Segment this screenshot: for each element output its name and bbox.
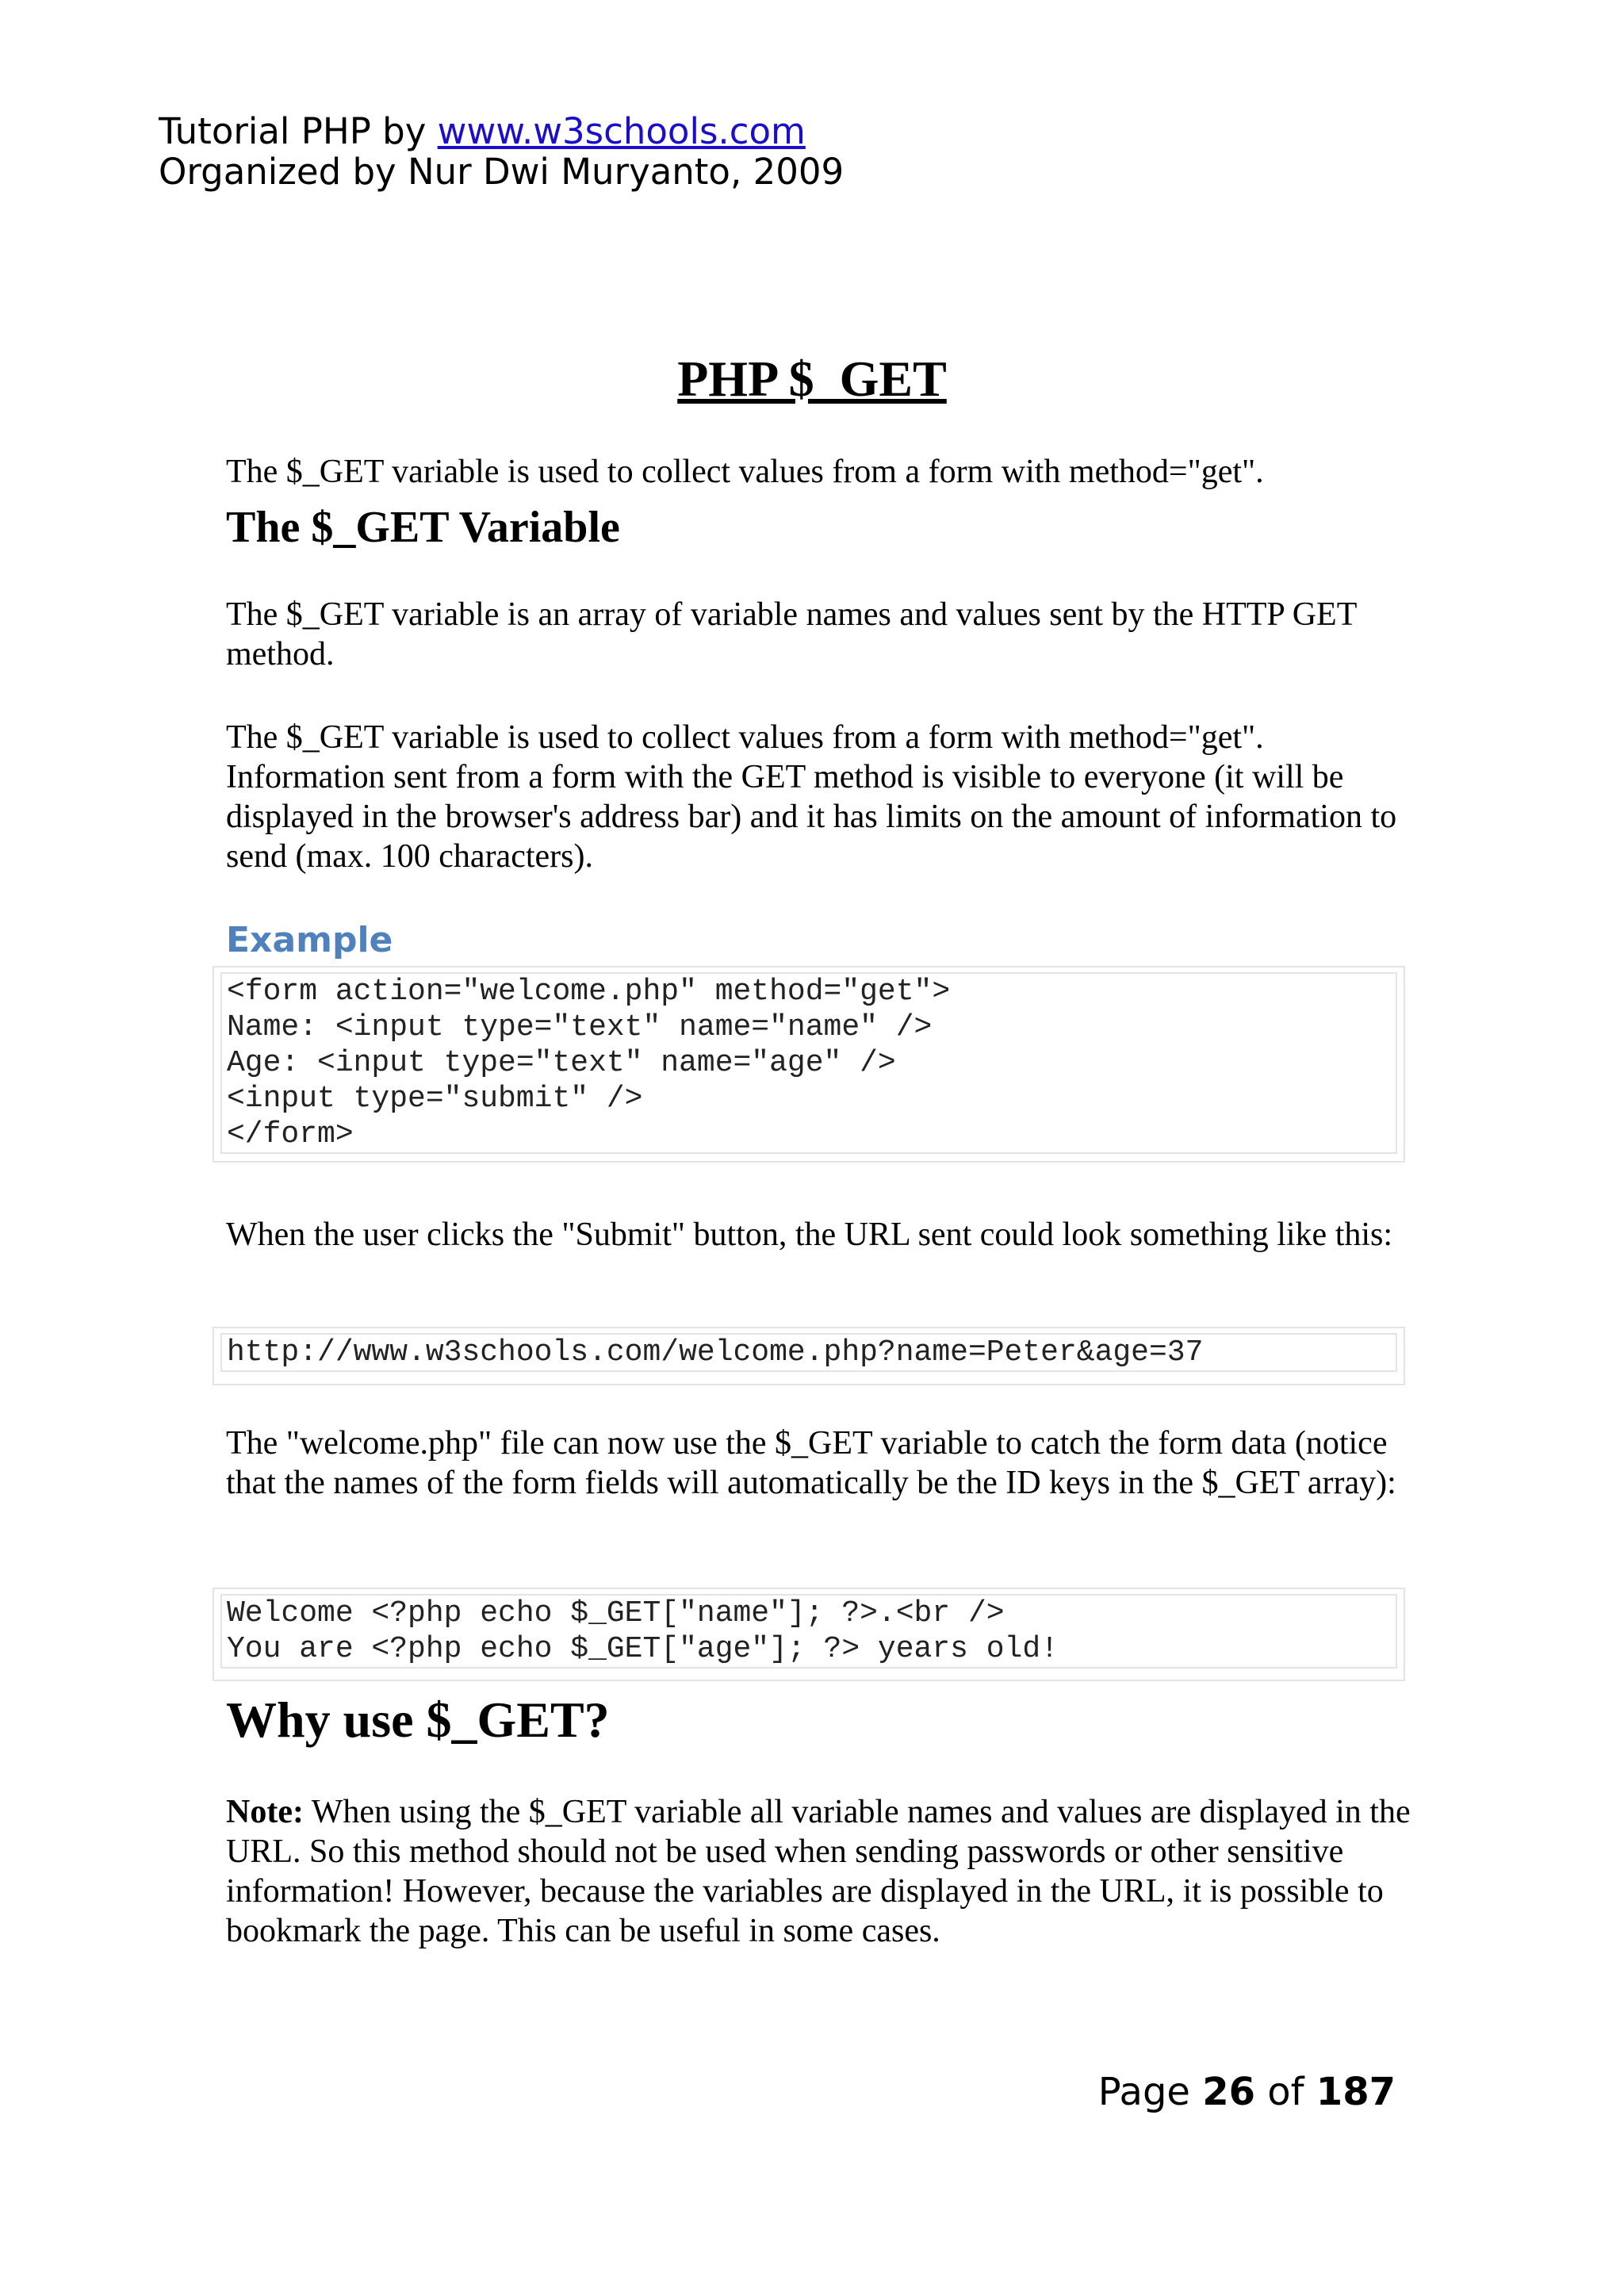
code-line: You are <?php echo $_GET["age"]; ?> years old! [227,1632,1059,1666]
paragraph-note [226,1792,1415,1951]
code-block-url [213,1327,1405,1385]
page-footer [1047,2070,1396,2114]
page-number: 26 [1202,2070,1256,2114]
paragraph-welcome-php: The "welcome.php" file can now use the $_GET variable to catch the form data (notice that the names of the form fields will automatically be the ID keys in the $_GET array): [226,1425,1396,1501]
of-word: of [1255,2070,1316,2114]
code-block-welcome [213,1588,1405,1681]
note-label: Note: [226,1794,304,1830]
code-line: Name: <input type="text" name="name" /> [227,1010,933,1044]
intro-text: The $_GET variable is used to collect values from a form with method="get". [226,454,1264,490]
paragraph-get-method-info: The $_GET variable is used to collect values from a form with method="get". Information sent from a form with the GET method is visible to everyone (it will be displayed in the browser's address bar) and it has limits on the amount of information to send (max. 100 characters). [226,719,1397,875]
code-line: <form action="welcome.php" method="get"> [227,975,951,1009]
code-block-form [213,966,1405,1163]
page-total: 187 [1316,2070,1396,2114]
page-title: PHP $_GET [677,351,947,407]
page-word: Page [1097,2070,1203,2114]
section-heading-why-use-get: Why use $_GET? [226,1692,610,1748]
paragraph-submit-url: When the user clicks the "Submit" button, the URL sent could look something like this: [226,1216,1393,1253]
code-line: </form> [227,1117,354,1151]
example-heading: Example [226,920,393,960]
code-line: http://www.w3schools.com/welcome.php?name=Peter&age=37 [227,1335,1204,1370]
code-line: Welcome <?php echo $_GET["name"]; ?>.<br /> [227,1596,1005,1630]
code-line: Age: <input type="text" name="age" /> [227,1046,896,1080]
document-header-line1 [159,111,806,152]
w3schools-link[interactable]: www.w3schools.com [437,110,806,152]
paragraph-get-array: The $_GET variable is an array of variable names and values sent by the HTTP GET method. [226,596,1357,672]
header-prefix: Tutorial PHP by [159,110,438,152]
section-heading-get-variable: The $_GET Variable [226,503,620,552]
document-header-line2: Organized by Nur Dwi Muryanto, 2009 [159,151,845,193]
note-text: When using the $_GET variable all variable names and values are displayed in the URL. So this method should not be used when sending passwords or other sensitive information! However, because the variables are displayed in the URL, it is possible to bookmark the page. This can be useful in some cases. [226,1794,1411,1949]
code-line: <input type="submit" /> [227,1082,643,1116]
